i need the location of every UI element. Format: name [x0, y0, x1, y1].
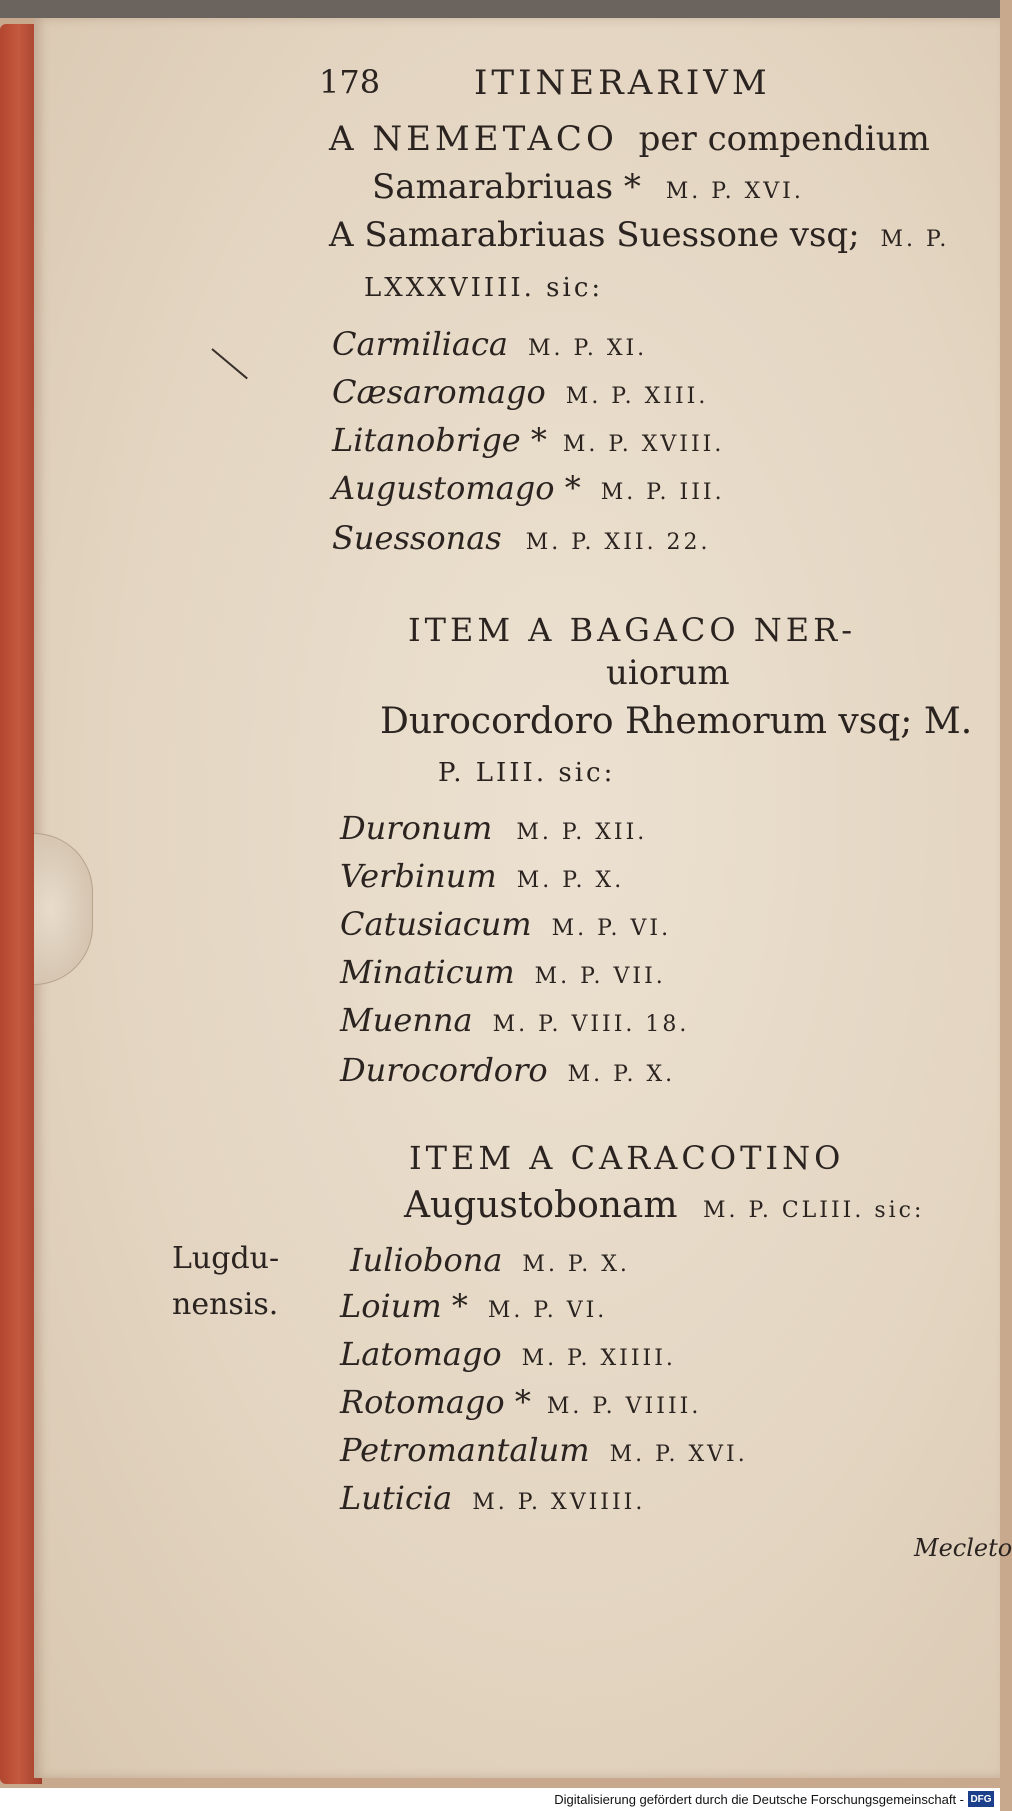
section2-heading-line1: ITEM A BAGACO NER-	[408, 611, 857, 649]
list2-item-0	[340, 809, 648, 847]
place-name: Muenna	[340, 1001, 473, 1039]
clasp-mark	[34, 833, 93, 985]
place-name: Duronum	[340, 809, 493, 847]
distance: M. P. XI.	[527, 336, 648, 361]
footer-bar	[0, 1788, 1000, 1811]
place-name: Cæsaromago	[332, 373, 546, 411]
list1-item-4	[332, 519, 711, 557]
top-strip	[0, 0, 1000, 18]
section2-heading-line2: uiorum	[606, 653, 730, 693]
section1-line2-text: Samarabriuas *	[372, 167, 641, 207]
book-page	[34, 18, 1012, 1778]
distance: M. P. VI.	[551, 916, 672, 941]
section3-heading-line2	[404, 1185, 925, 1226]
list3-item-0	[350, 1241, 630, 1279]
section1-line3-dist: M. P.	[880, 227, 950, 252]
distance: M. P. XII.	[516, 820, 648, 845]
catchword: Mecleto	[914, 1534, 1012, 1562]
list3-item-2	[340, 1335, 676, 1373]
footer-credit: Digitalisierung gefördert durch die Deutsche Forschungsgemeinschaft -	[554, 1792, 964, 1807]
list2-item-2	[340, 905, 672, 943]
place-name: Verbinum	[340, 857, 497, 895]
ink-mark	[211, 348, 248, 379]
distance: M. P. XVIII.	[562, 432, 725, 457]
section1-line3	[329, 215, 950, 255]
distance: M. P. X.	[567, 1062, 676, 1087]
place-name: Iuliobona	[350, 1241, 503, 1279]
distance: M. P. XVIIII.	[472, 1490, 646, 1515]
distance: M. P. XIII.	[565, 384, 709, 409]
place-name: Rotomago *	[340, 1383, 531, 1421]
margin-note-line1: Lugdu-	[172, 1241, 280, 1276]
distance: M. P. VIIII.	[546, 1394, 702, 1419]
distance: M. P. XII. 22.	[525, 530, 711, 555]
margin-note-line2: nensis.	[172, 1287, 279, 1322]
section3-heading-text: Augustobonam	[404, 1185, 678, 1226]
section2-heading-line4: P. LIII. sic:	[438, 758, 616, 788]
section1-line1-caps: A NEMETACO	[329, 119, 618, 159]
place-name: Durocordoro	[340, 1051, 548, 1089]
place-name: Catusiacum	[340, 905, 532, 943]
list1-item-0	[332, 325, 648, 363]
section3-heading-dist: M. P. CLIII. sic:	[703, 1198, 925, 1223]
place-name: Suessonas	[332, 519, 502, 557]
place-name: Augustomago *	[332, 469, 581, 507]
section1-line1-rest: per compendium	[638, 119, 930, 159]
place-name: Latomago	[340, 1335, 502, 1373]
place-name: Luticia	[340, 1479, 453, 1517]
section2-heading-line3: Durocordoro Rhemorum vsq; M.	[380, 701, 973, 742]
distance: M. P. X.	[522, 1252, 630, 1277]
list1-item-1	[332, 373, 709, 411]
running-title: ITINERARIVM	[474, 63, 771, 103]
distance: M. P. XIIII.	[521, 1346, 676, 1371]
section1-line4: LXXXVIIII. sic:	[364, 273, 604, 303]
section1-line2	[372, 167, 804, 207]
list2-item-4	[340, 1001, 690, 1039]
place-name: Petromantalum	[340, 1431, 590, 1469]
distance: M. P. III.	[600, 480, 725, 505]
page-number: 178	[319, 63, 381, 101]
distance: M. P. X.	[516, 868, 625, 893]
section1-line3-text: A Samarabriuas Suessone vsq;	[329, 215, 860, 255]
place-name: Minaticum	[340, 953, 515, 991]
distance: M. P. VII.	[534, 964, 666, 989]
section1-line1	[329, 119, 930, 159]
place-name: Loium *	[340, 1287, 468, 1325]
place-name: Carmiliaca	[332, 325, 508, 363]
list2-item-5	[340, 1051, 676, 1089]
list2-item-1	[340, 857, 625, 895]
list3-item-1	[340, 1287, 608, 1325]
list3-item-5	[340, 1479, 646, 1517]
list3-item-3	[340, 1383, 702, 1421]
dfg-logo-icon: DFG	[968, 1791, 994, 1807]
list2-item-3	[340, 953, 666, 991]
list3-item-4	[340, 1431, 748, 1469]
distance: M. P. VI.	[487, 1298, 608, 1323]
section1-line2-dist: M. P. XVI.	[665, 179, 804, 204]
place-name: Litanobrige *	[332, 421, 547, 459]
distance: M. P. VIII. 18.	[492, 1012, 690, 1037]
distance: M. P. XVI.	[609, 1442, 748, 1467]
section3-heading-line1: ITEM A CARACOTINO	[409, 1139, 845, 1177]
list1-item-3	[332, 469, 725, 507]
list1-item-2	[332, 421, 725, 459]
